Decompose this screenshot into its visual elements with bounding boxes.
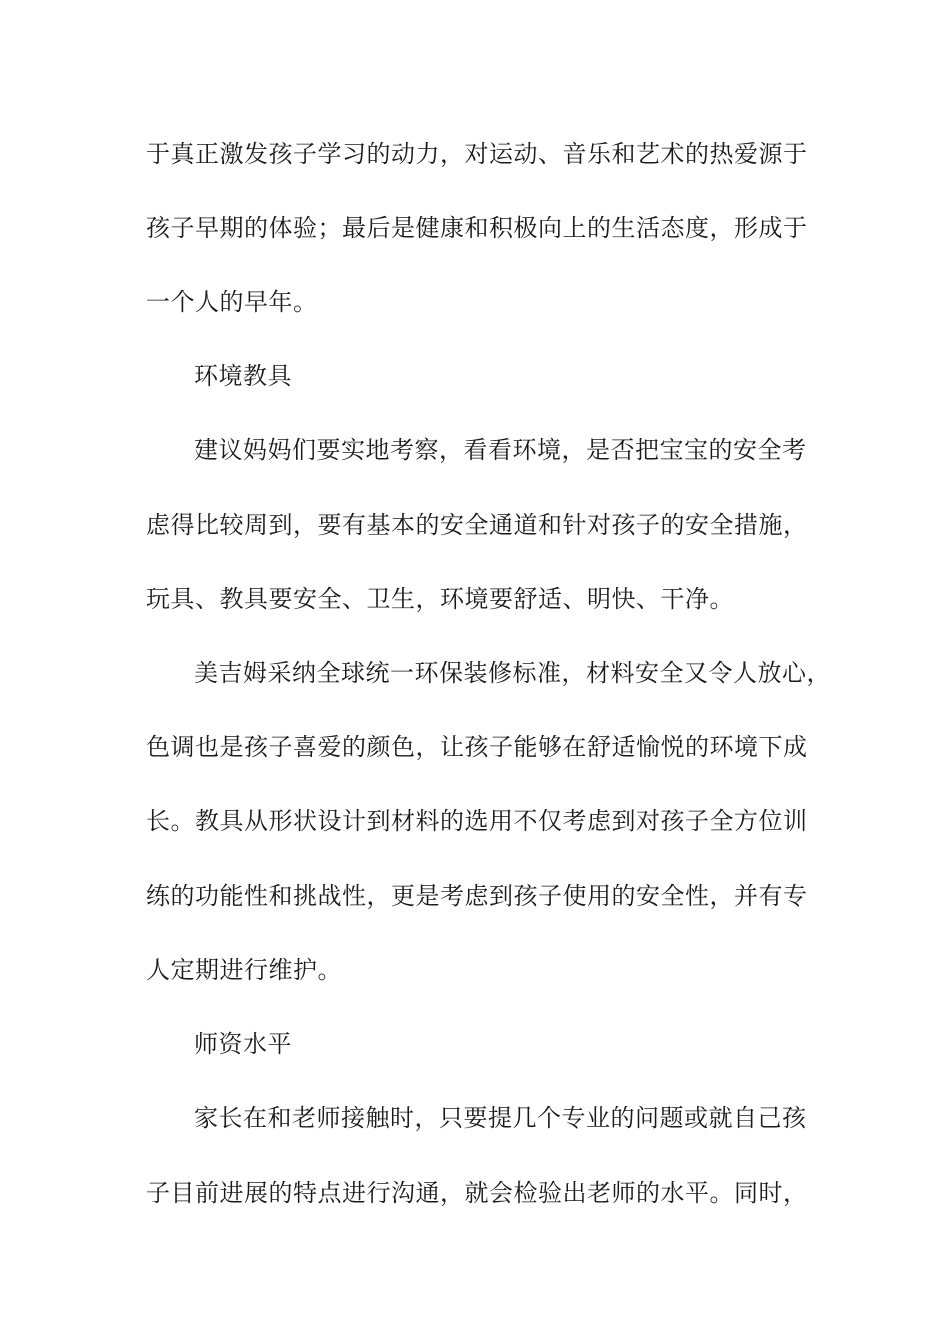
section-heading: 师资水平: [194, 1030, 292, 1058]
text-line: 玩具、教具要安全、卫生，环境要舒适、明快、干净。: [146, 585, 734, 613]
text-line: 家长在和老师接触时，只要提几个专业的问题或就自己孩: [194, 1104, 807, 1132]
section-heading: 环境教具: [194, 362, 292, 390]
text-line: 一个人的早年。: [146, 288, 318, 316]
text-line: 人定期进行维护。: [146, 956, 342, 984]
text-line: 子目前进展的特点进行沟通，就会检验出老师的水平。同时，: [146, 1179, 808, 1207]
text-line: 于真正激发孩子学习的动力，对运动、音乐和艺术的热爱源于: [146, 140, 808, 168]
text-line: 孩子早期的体验；最后是健康和积极向上的生活态度，形成于: [146, 214, 808, 242]
text-line: 色调也是孩子喜爱的颜色，让孩子能够在舒适愉悦的环境下成: [146, 733, 808, 761]
text-line: 建议妈妈们要实地考察，看看环境，是否把宝宝的安全考: [194, 436, 807, 464]
text-line: 虑得比较周到，要有基本的安全通道和针对孩子的安全措施，: [146, 511, 808, 539]
text-line: 长。教具从形状设计到材料的选用不仅考虑到对孩子全方位训: [146, 807, 808, 835]
text-line: 练的功能性和挑战性，更是考虑到孩子使用的安全性，并有专: [146, 882, 808, 910]
text-line: 美吉姆采纳全球统一环保装修标准，材料安全又令人放心，: [194, 659, 831, 687]
